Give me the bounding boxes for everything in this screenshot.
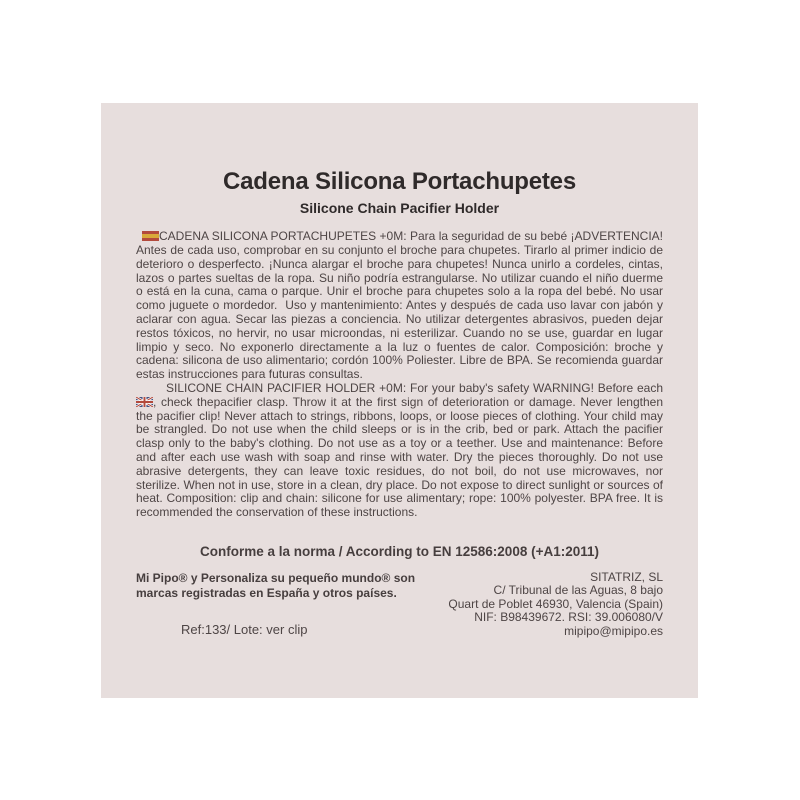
- spanish-instructions: [136, 230, 663, 382]
- page-subtitle: Silicone Chain Pacifier Holder: [299, 200, 500, 217]
- spain-flag-icon: [142, 231, 159, 241]
- english-instructions: [136, 382, 663, 520]
- ref-lot-line: Ref:133/ Lote: ver clip: [181, 621, 308, 637]
- company-city: Quart de Poblet 46930, Valencia (Spain): [448, 596, 663, 611]
- uk-flag-icon: [136, 397, 153, 407]
- company-ids: NIF: B98439672. RSI: 39.006080/V: [474, 610, 663, 625]
- footer-left-column: [136, 571, 437, 638]
- product-label: [101, 103, 698, 698]
- company-email: mipipo@mipipo.es: [564, 623, 663, 638]
- page-title: Cadena Silicona Portachupetes: [223, 168, 576, 195]
- trademark-notice: Mi Pipo® y Personaliza su pequeño mundo® son marcas registradas en España y otros países.: [136, 570, 416, 601]
- english-instructions-text-end: , check thepacifier clasp. Throw it at the first sign of deterioration or damage. Never lengthen the pacifier clip! Never attach to strings, ribbons, loops, or loose pieces of clothing. Your child may be strangled. Do not use when the child sleeps or is in the crib, bed or park. Attach the pacifier clasp only to the baby's clothing. Do not use as a toy or a teether. Use and maintenance: Before and after each use wash with soap and rinse with water. Dry the pieces thoroughly. Do not use abrasive detergents, they can leave toxic residues, do not boil, do not use microwaves, nor sterilize. When not in use, store in a clean, dry place. Do not expose to direct sunlight or sources of heat. Composition: clip and chain: silicone for use alimentary; rope: 100% polyester. BPA free. It is recommended the conservation of these instructions.: [136, 394, 663, 520]
- company-street: C/ Tribunal de las Aguas, 8 bajo: [493, 583, 663, 598]
- compliance-standard-line: Conforme a la norma / According to EN 12586:2008 (+A1:2011): [199, 543, 599, 559]
- spanish-instructions-text: CADENA SILICONA PORTACHUPETES +0M: Para la seguridad de su bebé ¡ADVERTENCIA! Antes de cada uso, comprobar en su conjunto el broche para chupetes. Tirarlo al primer indicio de deterioro o desperfecto. ¡Nunca alargar el broche para chupetes! Nunca unirlo a cordeles, cintas, lazos o partes sueltas de la ropa. Su niño podría estrangularse. No utilizar cuando el niño duerme o está en la cuna, cama o parque. Unir el broche para chupetes solo a la ropa del bebé. No usar como juguete o mordedor. Uso y mantenimiento: Antes y después de cada uso lavar con jabón y aclarar con agua. Secar las piezas a conciencia. No utilizar detergentes abrasivos, pueden dejar restos tóxicos, no hervir, no usar microondas, ni esterilizar. Cuando no se use, guardar en lugar limpio y seco. No exponerlo directamente a la luz o fuentes de calor. Composición: broche y cadena: silicona de uso alimentario; cordón 100% Poliester. Libre de BPA. Se recomienda guardar estas instrucciones para futuras consultas.: [136, 229, 663, 382]
- footer: [136, 571, 663, 639]
- english-instructions-text-start: SILICONE CHAIN PACIFIER HOLDER +0M: For your baby's safety WARNING! Before each: [166, 380, 663, 395]
- instructions-block: [136, 230, 663, 520]
- company-name: SITATRIZ, SL: [590, 569, 663, 584]
- company-address-block: [437, 571, 663, 639]
